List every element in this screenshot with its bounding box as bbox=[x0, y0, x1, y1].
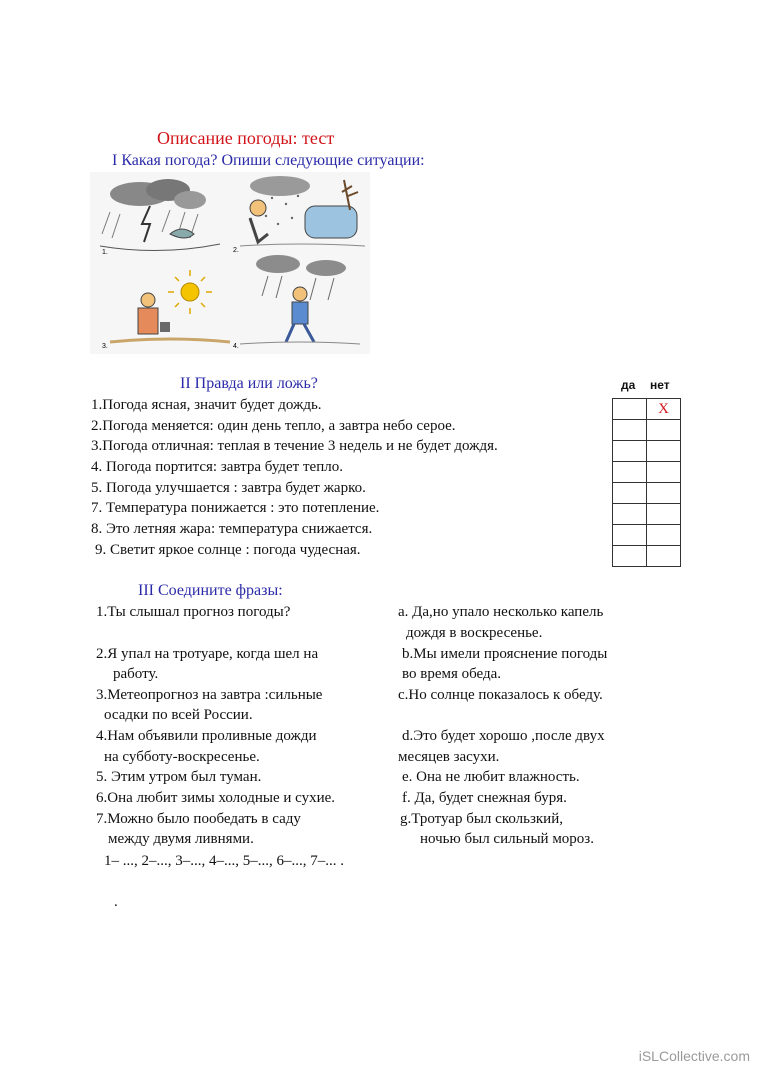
pic-number-3: 3. bbox=[102, 343, 108, 350]
match-right-line: b.Мы имели прояснение погоды bbox=[402, 646, 608, 662]
tf-statement: 4. Погода портится: завтра будет тепло. bbox=[91, 459, 343, 475]
column-yes-header: да bbox=[621, 378, 636, 392]
match-left-line: 1.Ты слышал прогноз погоды? bbox=[96, 604, 291, 620]
answer-cell-no[interactable] bbox=[647, 483, 681, 504]
answer-cell-yes[interactable] bbox=[613, 525, 647, 546]
match-left-line: на субботу-воскресенье. bbox=[104, 749, 260, 765]
section2-heading: II Правда или ложь? bbox=[180, 375, 318, 392]
match-right-line: дождя в воскресенье. bbox=[406, 625, 543, 641]
match-left-line: 5. Этим утром был туман. bbox=[96, 769, 262, 785]
walking-man-icon bbox=[293, 287, 307, 301]
tf-statement: 3.Погода отличная: теплая в течение 3 недель и не будет дождя. bbox=[91, 438, 498, 454]
section1-heading: I Какая погода? Опиши следующие ситуации: bbox=[112, 152, 425, 169]
answer-cell-no[interactable] bbox=[647, 462, 681, 483]
pic-number-2: 2. bbox=[233, 247, 239, 254]
tf-statement: 9. Светит яркое солнце : погода чудесная. bbox=[95, 542, 361, 558]
match-left-line: 4.Нам объявили проливные дожди bbox=[96, 728, 317, 744]
match-right-line: ночью был сильный мороз. bbox=[420, 831, 594, 847]
page-title: Описание погоды: тест bbox=[157, 128, 335, 148]
tf-statement: 8. Это летняя жара: температура снижается. bbox=[91, 521, 373, 537]
section3-heading: III Соедините фразы: bbox=[138, 582, 283, 599]
answer-cell-yes[interactable] bbox=[613, 399, 647, 420]
answer-cell-yes[interactable] bbox=[613, 483, 647, 504]
answer-cell-no[interactable] bbox=[647, 420, 681, 441]
match-right-line: e. Она не любит влажность. bbox=[402, 769, 580, 785]
match-right-line: месяцев засухи. bbox=[398, 749, 500, 765]
answer-cell-yes[interactable] bbox=[613, 504, 647, 525]
column-no-header: нет bbox=[650, 378, 670, 392]
tf-statement: 2.Погода меняется: один день тепло, а завтра небо серое. bbox=[91, 418, 456, 434]
weather-illustration bbox=[90, 172, 370, 354]
tf-statement: 1.Погода ясная, значит будет дождь. bbox=[91, 397, 322, 413]
match-left-line: осадки по всей России. bbox=[104, 707, 253, 723]
tf-statement: 7. Температура понижается : это потепление. bbox=[91, 500, 380, 516]
pic-number-1: 1. bbox=[102, 249, 108, 256]
person-icon bbox=[250, 200, 266, 216]
answer-cell-no[interactable] bbox=[647, 504, 681, 525]
footer-watermark: iSLCollective.com bbox=[638, 1048, 750, 1064]
snow-cloud-icon bbox=[250, 176, 310, 196]
match-right-line: f. Да, будет снежная буря. bbox=[402, 790, 567, 806]
answer-cell-no[interactable] bbox=[647, 441, 681, 462]
match-right-line: d.Это будет хорошо ,после двух bbox=[402, 728, 605, 744]
match-right-line: g.Тротуар был скользкий, bbox=[400, 811, 563, 827]
answer-cell-no[interactable] bbox=[647, 546, 681, 567]
answer-cell-no[interactable]: X bbox=[647, 399, 681, 420]
true-false-table bbox=[612, 398, 681, 567]
match-left-line: между двумя ливнями. bbox=[108, 831, 254, 847]
match-left-line: 7.Можно было пообедать в саду bbox=[96, 811, 301, 827]
match-left-line: 6.Она любит зимы холодные и сухие. bbox=[96, 790, 336, 806]
match-left-line: 2.Я упал на тротуаре, когда шел на bbox=[96, 646, 319, 662]
pic-number-4: 4. bbox=[233, 343, 239, 350]
tf-statement: 5. Погода улучшается : завтра будет жарко. bbox=[91, 480, 366, 496]
answer-cell-yes[interactable] bbox=[613, 546, 647, 567]
answer-cell-yes[interactable] bbox=[613, 420, 647, 441]
match-right-line: c.Но солнце показалось к обеду. bbox=[398, 687, 603, 703]
bus-icon bbox=[305, 206, 357, 238]
match-left-line: работу. bbox=[113, 666, 159, 682]
answer-cell-no[interactable] bbox=[647, 525, 681, 546]
stray-dot: . bbox=[114, 894, 118, 910]
match-left-line: 3.Метеопрогноз на завтра :сильные bbox=[96, 687, 323, 703]
man-icon bbox=[141, 293, 155, 307]
answer-cell-yes[interactable] bbox=[613, 441, 647, 462]
answer-cell-yes[interactable] bbox=[613, 462, 647, 483]
match-right-line: во время обеда. bbox=[402, 666, 502, 682]
match-right-line: a. Да,но упало несколько капель bbox=[398, 604, 604, 620]
answer-line[interactable]: 1– ..., 2–..., 3–..., 4–..., 5–..., 6–..., 7–... . bbox=[104, 853, 344, 869]
